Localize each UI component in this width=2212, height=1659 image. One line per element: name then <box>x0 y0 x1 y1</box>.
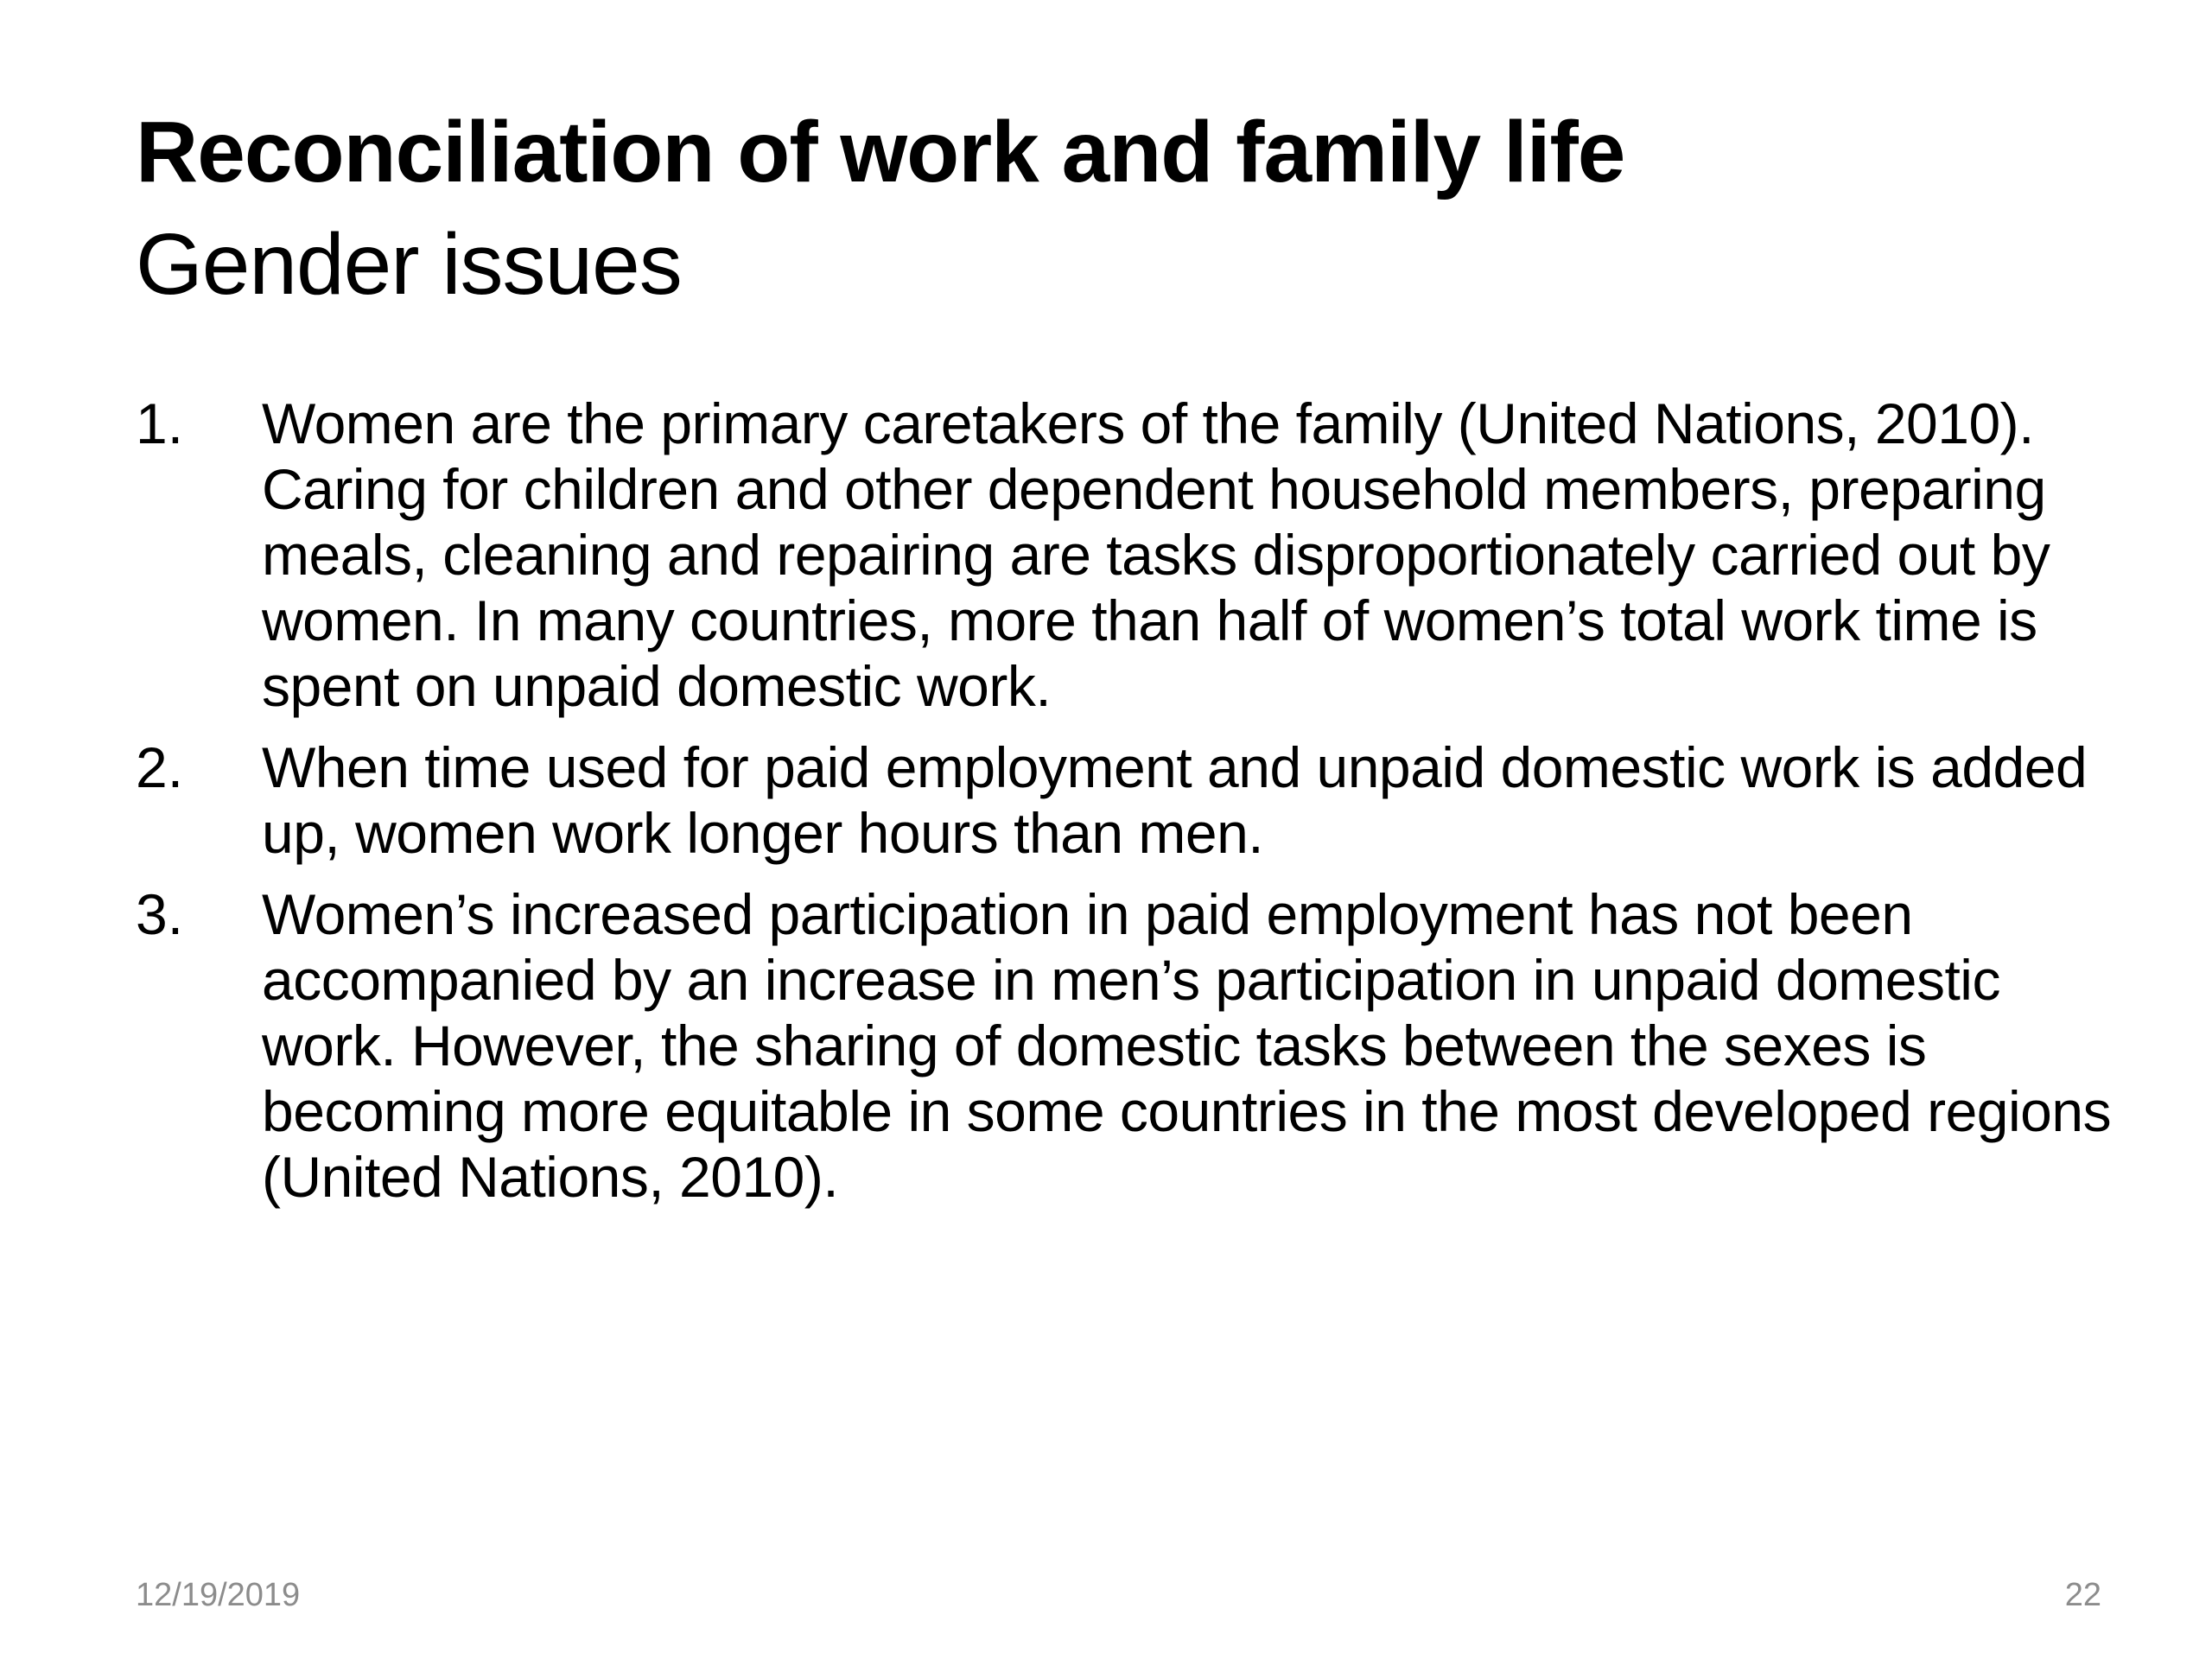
list-item-text: Women are the primary caretakers of the family (United Nations, 2010). Caring for children and other dependent household members, preparing meals, cleaning and repairing are tasks disproportionately carried out by women. In many countries, more than half of women’s total work time is spent on unpaid domestic work. <box>262 391 2050 718</box>
numbered-list <box>136 391 2123 1225</box>
list-item-text: When time used for paid employment and unpaid domestic work is added up, women work longer hours than men. <box>262 735 2088 865</box>
title-block <box>136 97 2080 321</box>
list-item-text: Women’s increased participation in paid employment has not been accompanied by an increase in men’s participation in unpaid domestic work. However, the sharing of domestic tasks between the sexes is becoming more equitable in some countries in the most developed regions (United Nations, 2010). <box>262 882 2112 1209</box>
footer-page-number: 22 <box>2064 1577 2101 1613</box>
list-item <box>136 881 2123 1210</box>
list-item-number: 1. <box>136 391 184 455</box>
list-item-number: 3. <box>136 882 184 946</box>
list-item <box>136 734 2123 866</box>
list-item-number: 2. <box>136 735 184 799</box>
slide-subtitle: Gender issues <box>136 216 682 313</box>
slide-title: Reconciliation of work and family life <box>136 104 1625 200</box>
list-item <box>136 391 2123 719</box>
footer-date: 12/19/2019 <box>136 1577 301 1613</box>
